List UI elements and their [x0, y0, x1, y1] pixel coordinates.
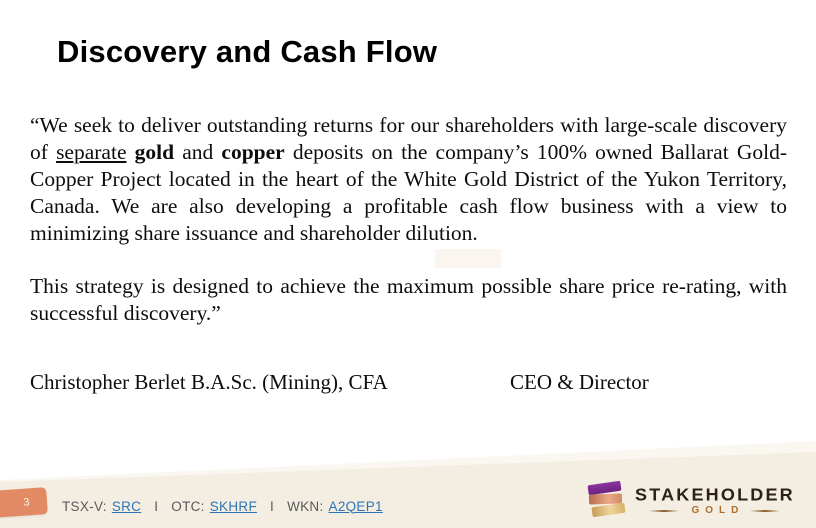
quote-block: [30, 112, 787, 327]
logo-subrow: [649, 505, 780, 516]
logo-right-dash: [750, 510, 780, 512]
ticker-link-a2qep1[interactable]: A2QEP1: [328, 498, 383, 514]
ticker-bar: [62, 496, 383, 516]
logo-text: [635, 486, 795, 516]
stacked-ingots-logo-icon: [586, 479, 626, 523]
page-number-badge: [0, 487, 48, 518]
logo-left-dash: [649, 510, 679, 512]
gold-ingot-icon: [591, 503, 625, 517]
ticker-link-src[interactable]: SRC: [111, 498, 142, 514]
page-number: 3: [23, 495, 30, 509]
ticker-link-skhrf[interactable]: SKHRF: [209, 498, 257, 514]
stakeholder-gold-logo: [586, 479, 795, 523]
attribution-role: CEO & Director: [510, 370, 649, 394]
logo-sub-wordmark: GOLD: [691, 505, 745, 516]
attribution-name: Christopher Berlet B.A.Sc. (Mining), CFA: [30, 370, 388, 394]
quote-paragraph-1: “We seek to deliver outstanding returns for our shareholders with large-scale discovery of separate gold and copper deposits on the company’s 100% owned Ballarat Gold-Copper Project located in the heart of the White Gold District of the Yukon Territory, Canada. We are also developing a profitable cash flow business with a view to minimizing share issuance and shareholder dilution.: [30, 113, 787, 245]
quote-paragraph-2: This strategy is designed to achieve the maximum possible share price re-rating, with successful discovery.”: [30, 274, 787, 325]
attribution-row: [30, 370, 787, 398]
ticker-label-otc: OTC:: [171, 498, 205, 514]
page-title: Discovery and Cash Flow: [57, 34, 438, 69]
ticker-label-tsxv: TSX-V:: [62, 498, 107, 514]
ticker-separator: I: [270, 498, 275, 514]
ticker-separator: I: [154, 498, 159, 514]
ticker-label-wkn: WKN:: [287, 498, 324, 514]
logo-wordmark: STAKEHOLDER: [635, 485, 795, 505]
